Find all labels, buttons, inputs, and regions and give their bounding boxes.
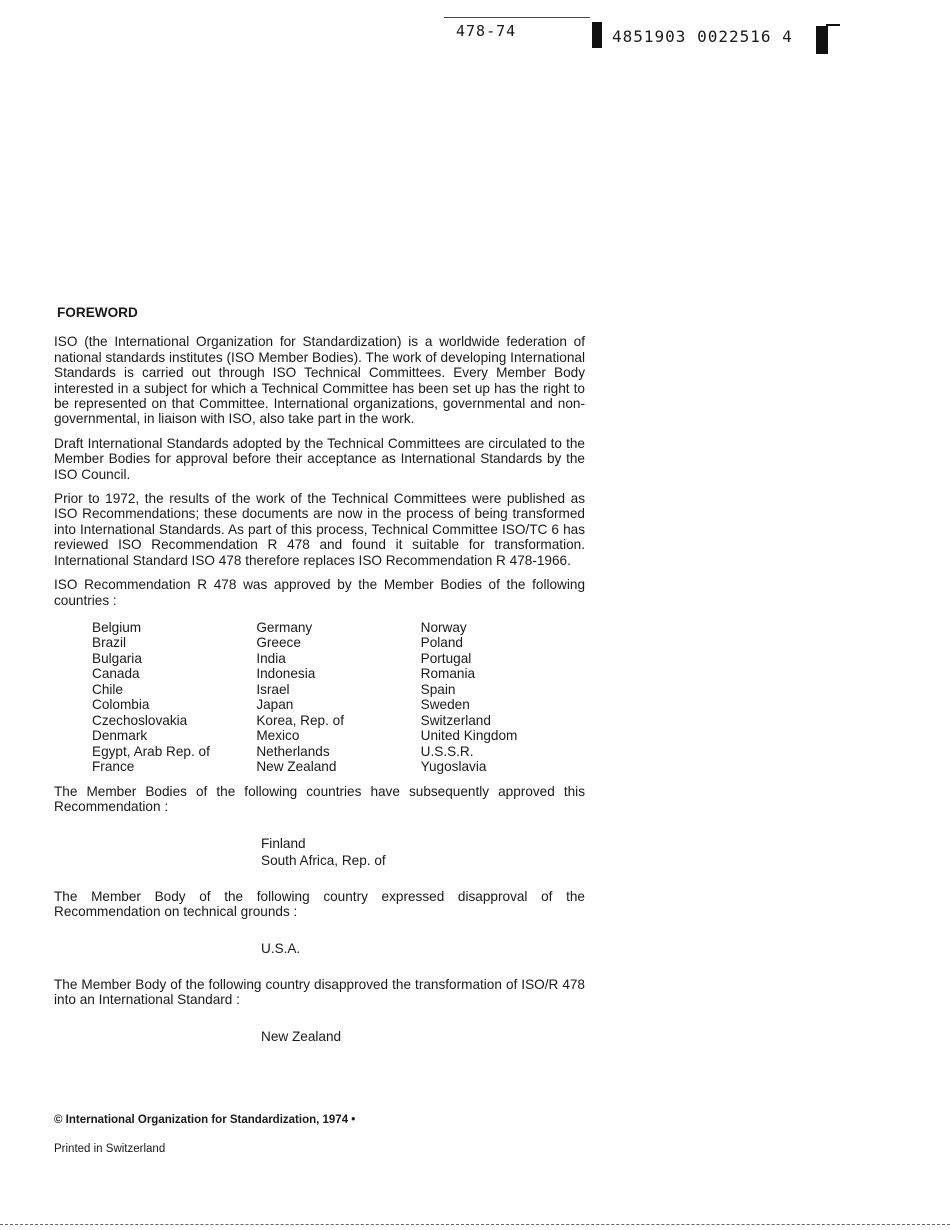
barcode-mark-left: [592, 22, 602, 48]
country-item: Colombia: [92, 697, 150, 713]
country-item: Israel: [256, 681, 290, 697]
country-item: United Kingdom: [420, 728, 518, 744]
country-item: Germany: [256, 619, 313, 635]
country-item: Brazil: [92, 635, 126, 651]
foreword-title: FOREWORD: [57, 305, 138, 320]
country-item: New Zealand: [256, 759, 337, 775]
countries-column-1: [92, 620, 256, 775]
country-item: Korea, Rep. of: [256, 712, 344, 728]
paragraph-subsequent-approval: The Member Bodies of the following countries have subsequently approved this Recommendation :: [54, 783, 585, 815]
country-item: Bulgaria: [92, 650, 142, 666]
subsequent-country: South Africa, Rep. of: [261, 853, 386, 869]
paragraph-prior-1972: Prior to 1972, the results of the work of the Technical Committees were published as ISO Recommendations; these documents are now in the process of being transformed into International Standards. As part of this process, Technical Committee ISO/TC 6 has reviewed ISO Recommendation R 478 and found it suitable for transformation. International Standard ISO 478 therefore replaces ISO Recommendation R 478-1966.: [54, 491, 585, 568]
document-code: 478-74: [456, 22, 517, 40]
countries-column-2: [256, 620, 420, 775]
country-item: Egypt, Arab Rep. of: [92, 743, 210, 759]
countries-column-3: [421, 620, 585, 775]
country-item: Mexico: [256, 728, 300, 744]
country-item: Sweden: [420, 697, 470, 713]
barcode-mark-right: [816, 26, 828, 54]
country-item: Denmark: [92, 728, 148, 744]
country-item: Switzerland: [420, 712, 491, 728]
country-item: Czechoslovakia: [92, 712, 188, 728]
country-item: Canada: [92, 666, 140, 682]
country-item: Japan: [256, 697, 294, 713]
country-item: Portugal: [420, 650, 472, 666]
country-item: Norway: [420, 619, 467, 635]
country-item: U.S.S.R.: [420, 743, 474, 759]
disapproving-country-technical: U.S.A.: [261, 941, 301, 957]
paragraph-draft-standards: Draft International Standards adopted by the Technical Committees are circulated to the Member Bodies for approval before their acceptance as International Standards by the ISO Council.: [54, 435, 585, 482]
country-item: Belgium: [92, 619, 142, 635]
country-item: France: [92, 759, 135, 775]
country-item: Poland: [420, 635, 463, 651]
page-bottom-edge: [0, 1224, 950, 1225]
barcode-mark-tick: [826, 24, 840, 26]
country-item: Chile: [92, 681, 123, 697]
barcode-number: 4851903 0022516 4: [612, 27, 793, 46]
country-item: Spain: [420, 681, 456, 697]
country-item: Greece: [256, 635, 301, 651]
country-item: Indonesia: [256, 666, 316, 682]
paragraph-technical-disapproval: The Member Body of the following country expressed disapproval of the Recommendation on technical grounds :: [54, 888, 585, 919]
disapproving-country-transformation: New Zealand: [261, 1028, 342, 1044]
paragraph-approval-intro: ISO Recommendation R 478 was approved by the Member Bodies of the following countries :: [54, 577, 585, 608]
header-rule: [444, 17, 590, 18]
copyright-notice: © International Organization for Standardization, 1974 •: [54, 1114, 356, 1126]
paragraph-iso-intro: ISO (the International Organization for Standardization) is a worldwide federation of national standards institutes (ISO Member Bodies). The work of developing International Standards is carried out through ISO Technical Committees. Every Member Body interested in a subject for which a Technical Committee has been set up has the right to be represented on that Committee. International organizations, governmental and non-governmental, in liaison with ISO, also take part in the work.: [54, 334, 585, 427]
country-item: Romania: [420, 666, 476, 682]
country-item: India: [256, 650, 286, 666]
foreword-section: [54, 305, 585, 1044]
country-item: Yugoslavia: [420, 759, 487, 775]
subsequent-country: Finland: [261, 835, 306, 851]
printed-location: Printed in Switzerland: [54, 1143, 166, 1155]
paragraph-transformation-disapproval: The Member Body of the following country disapproved the transformation of ISO/R 478 into an International Standard :: [54, 976, 585, 1008]
approving-countries-table: [92, 620, 585, 775]
country-item: Netherlands: [256, 743, 330, 759]
